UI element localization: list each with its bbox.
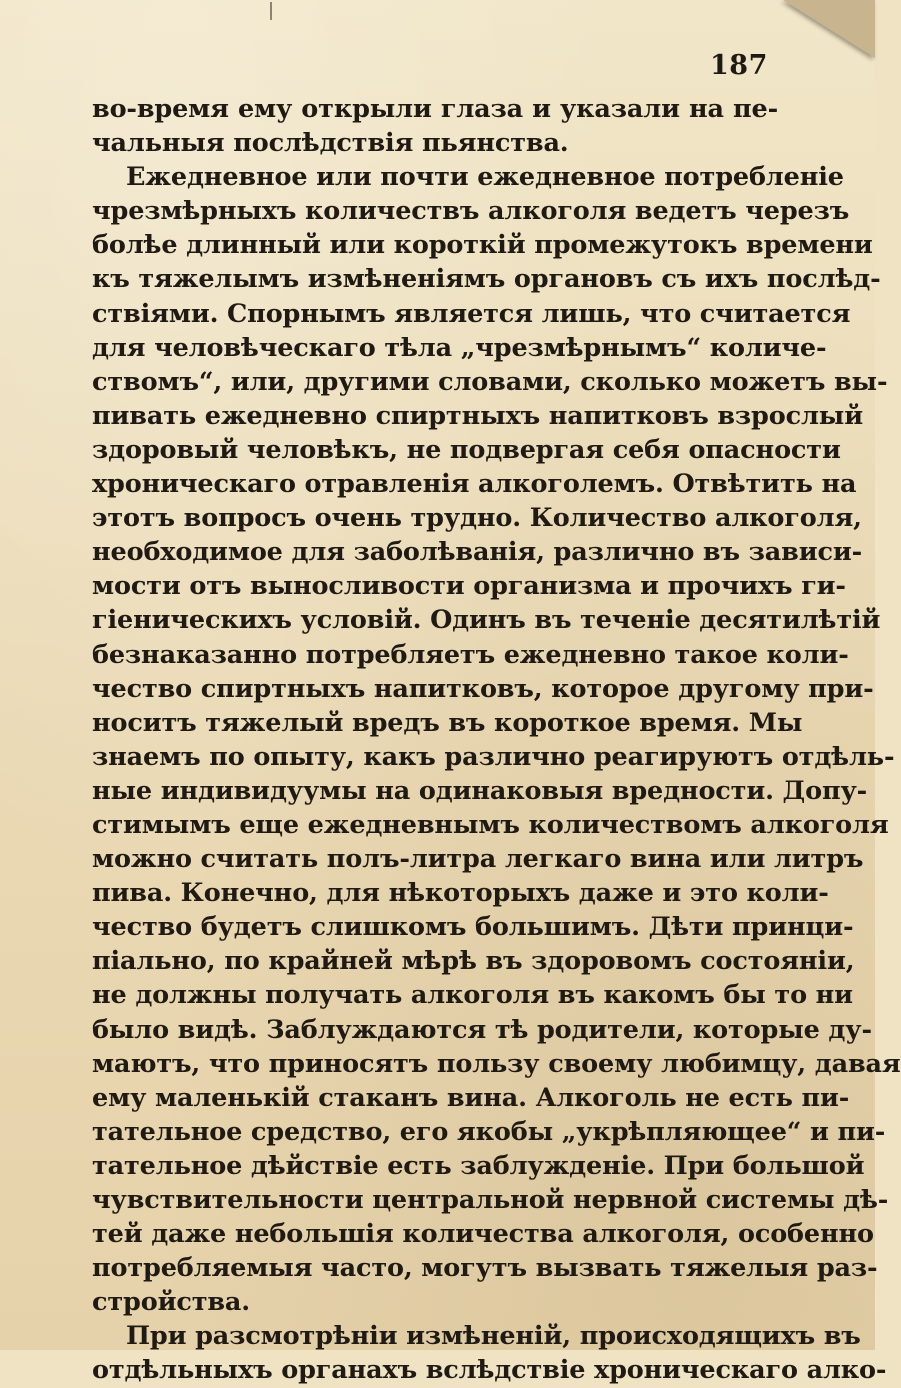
text-line: стройства. <box>92 1287 251 1318</box>
text-line: ствомъ“, или, другими словами, сколько можетъ вы- <box>92 366 888 397</box>
text-line: знаемъ по опыту, какъ различно реагируютъ отдѣль- <box>92 741 895 772</box>
text-line: При разсмотрѣніи измѣненій, происходящихъ въ <box>126 1321 861 1352</box>
text-line: Ежедневное или почти ежедневное потребленіе <box>126 162 844 193</box>
text-line: можно считать полъ-литра легкаго вина или литръ <box>92 844 864 875</box>
text-line: чувствительности центральной нервной системы дѣ- <box>92 1185 889 1215</box>
text-line: не должны получать алкоголя въ какомъ бы то ни <box>92 980 853 1011</box>
page-corner-fold <box>783 0 875 58</box>
page-number: 187 <box>710 50 768 81</box>
text-line: чальныя послѣдствія пьянства. <box>92 128 569 159</box>
text-line: было видѣ. Заблуждаются тѣ родители, которые ду- <box>92 1014 872 1045</box>
text-line: стимымъ еще ежедневнымъ количествомъ алкоголя <box>92 809 889 840</box>
page-text <box>92 92 901 1388</box>
text-line: хроническаго отравленія алкоголемъ. Отвѣтить на <box>92 469 857 500</box>
text-line: пива. Конечно, для нѣкоторыхъ даже и это коли- <box>92 878 829 909</box>
text-line: гіеническихъ условій. Одинъ въ теченіе десятилѣтій <box>92 605 881 636</box>
text-line: тательное дѣйствіе есть заблужденіе. При большой <box>92 1150 865 1181</box>
text-line: тей даже небольшія количества алкоголя, особенно <box>92 1219 874 1250</box>
text-line: ствіями. Спорнымъ является лишь, что считается <box>92 298 851 329</box>
text-line: пивать ежедневно спиртныхъ напитковъ взрослый <box>92 400 863 431</box>
text-line: носитъ тяжелый вредъ въ короткое время. Мы <box>92 707 803 738</box>
text-line: ные индивидуумы на одинаковыя вредности. Допу- <box>92 775 868 806</box>
text-line: болѣе длинный или короткій промежутокъ времени <box>92 230 873 261</box>
text-line: къ тяжелымъ измѣненіямъ органовъ съ ихъ послѣд- <box>92 264 881 295</box>
text-line: необходимое для заболѣванія, различно въ зависи- <box>92 537 863 568</box>
text-line: мости отъ выносливости организма и прочихъ ги- <box>92 571 846 602</box>
text-line: чество будетъ слишкомъ большимъ. Дѣти принци- <box>92 912 854 943</box>
text-line: во-время ему открыли глаза и указали на пе- <box>92 94 778 124</box>
text-line: чество спиртныхъ напитковъ, которое другому при- <box>92 673 874 704</box>
text-line: этотъ вопросъ очень трудно. Количество алкоголя, <box>92 503 862 534</box>
text-line: тательное средство, его якобы „укрѣпляющее“ и пи- <box>92 1116 886 1147</box>
text-line: ему маленькій стаканъ вина. Алкоголь не есть пи- <box>92 1082 850 1113</box>
text-line: піально, по крайней мѣрѣ въ здоровомъ состояніи, <box>92 946 855 977</box>
text-line: здоровый человѣкъ, не подвергая себя опасности <box>92 434 841 465</box>
text-line: отдѣльныхъ органахъ вслѣдствіе хроническаго алко- <box>92 1355 887 1386</box>
text-line: маютъ, что приносятъ пользу своему любимцу, давая <box>92 1048 901 1079</box>
top-mark <box>270 2 272 20</box>
text-line: безнаказанно потребляетъ ежедневно такое коли- <box>92 639 849 670</box>
text-line: чрезмѣрныхъ количествъ алкоголя ведетъ черезъ <box>92 196 850 227</box>
text-line: для человѣческаго тѣла „чрезмѣрнымъ“ количе- <box>92 332 827 363</box>
text-line: потребляемыя часто, могутъ вызвать тяжелыя раз- <box>92 1253 878 1284</box>
